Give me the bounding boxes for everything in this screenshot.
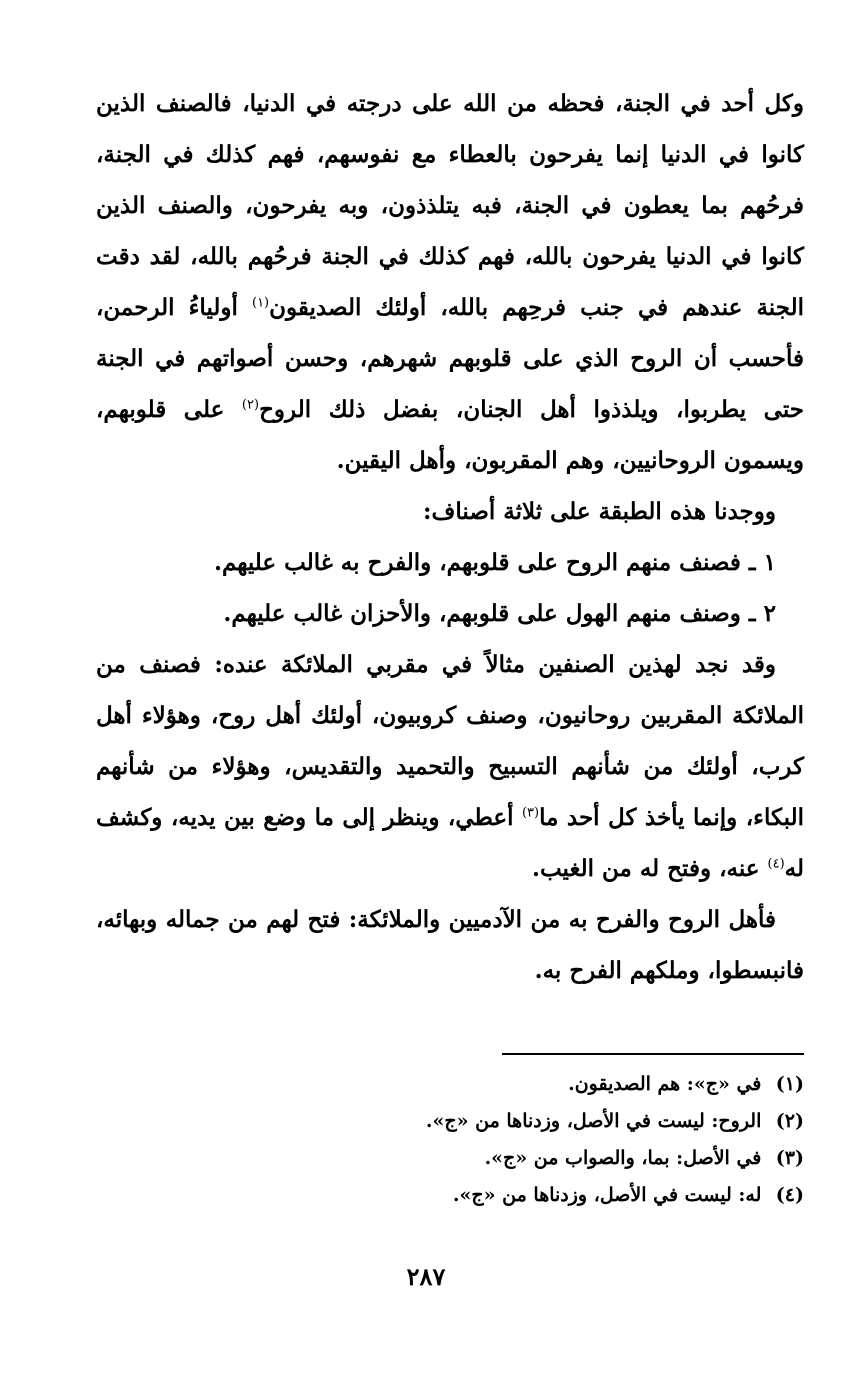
paragraph-1-text-c: على قلوبهم، ويسمون الروحانيين، وهم المقربون، وأهل اليقين. xyxy=(96,396,804,474)
footnote-number: (٣) xyxy=(775,1147,804,1169)
footnote-3 xyxy=(200,1140,804,1177)
footnote-number: (٢) xyxy=(775,1110,804,1132)
paragraph-3-text-a: وقد نجد لهذين الصنفين مثالاً في مقربي الملائكة عنده: فصنف من الملائكة المقربين روحانيون، وصنف كروبيون، أولئك أهل روح، وهؤلاء أهل كرب، أولئك من شأنهم التسبيح والتحميد والتقديس، وهؤلاء من شأنهم البكاء، وإنما يأخذ كل أحد ما xyxy=(96,651,804,831)
paragraph-1 xyxy=(96,78,804,486)
paragraph-3-text-c: عنه، وفتح له من الغيب. xyxy=(531,855,768,882)
page-number-container xyxy=(0,1262,868,1291)
footnote-text: له: ليست في الأصل، وزدناها من «ج». xyxy=(452,1184,762,1206)
list-item-1: ١ ـ فصنف منهم الروح على قلوبهم، والفرح به غالب عليهم. xyxy=(213,549,776,576)
list-item-2: ٢ ـ وصنف منهم الهول على قلوبهم، والأحزان غالب عليهم. xyxy=(223,600,776,627)
footnote-text: في الأصل: بما، والصواب من «ج». xyxy=(484,1147,762,1169)
footnote-ref-1: (١) xyxy=(251,295,270,311)
footnote-ref-4: (٤) xyxy=(767,856,785,872)
footnote-number: (١) xyxy=(775,1073,804,1095)
paragraph-4: فأهل الروح والفرح به من الآدميين والملائكة: فتح لهم من جماله وبهائه، فانبسطوا، وملكهم الفرح به. xyxy=(96,906,804,984)
footnote-4 xyxy=(200,1177,804,1214)
footnote-1 xyxy=(200,1066,804,1103)
paragraph-1-text-a: وكل أحد في الجنة، فحظه من الله على درجته في الدنيا، فالصنف الذين كانوا في الدنيا إنما يفرحون بالعطاء مع نفوسهم، فهم كذلك في الجنة، فرحُهم بما يعطون في الجنة، فبه يتلذذون، وبه يفرحون، والصنف الذين كانوا في الدنيا يفرحون بالله، فهم كذلك في الجنة فرحُهم بالله، لقد دقت الجنة عندهم في جنب فرحِهم بالله، أولئك الصديقون xyxy=(96,90,804,321)
footnote-text: في «ج»: هم الصديقون. xyxy=(568,1073,762,1095)
footnote-ref-2: (٢) xyxy=(241,397,260,413)
paragraph-1-text-b: أولياءُ الرحمن، فأحسب أن الروح الذي على قلوبهم شهرهم، وحسن أصواتهم في الجنة حتى يطربوا، ويلذذوا أهل الجنان، بفضل ذلك الروح xyxy=(96,294,805,423)
paragraph-3-text-b: أعطي، وينظر إلى ما وضع بين يديه، وكشف له xyxy=(96,804,804,882)
paragraph-2: ووجدنا هذه الطبقة على ثلاثة أصناف: xyxy=(423,498,776,525)
paragraph-3 xyxy=(96,639,804,894)
footnote-ref-3: (٣) xyxy=(521,805,540,821)
footnotes xyxy=(200,1066,804,1214)
footnote-number: (٤) xyxy=(775,1184,804,1206)
footnote-divider xyxy=(502,1053,804,1055)
main-text xyxy=(96,78,804,996)
footnote-2 xyxy=(200,1103,804,1140)
footnote-text: الروح: ليست في الأصل، وزدناها من «ج». xyxy=(425,1110,762,1132)
page-number: ٢٨٧ xyxy=(406,1262,446,1291)
